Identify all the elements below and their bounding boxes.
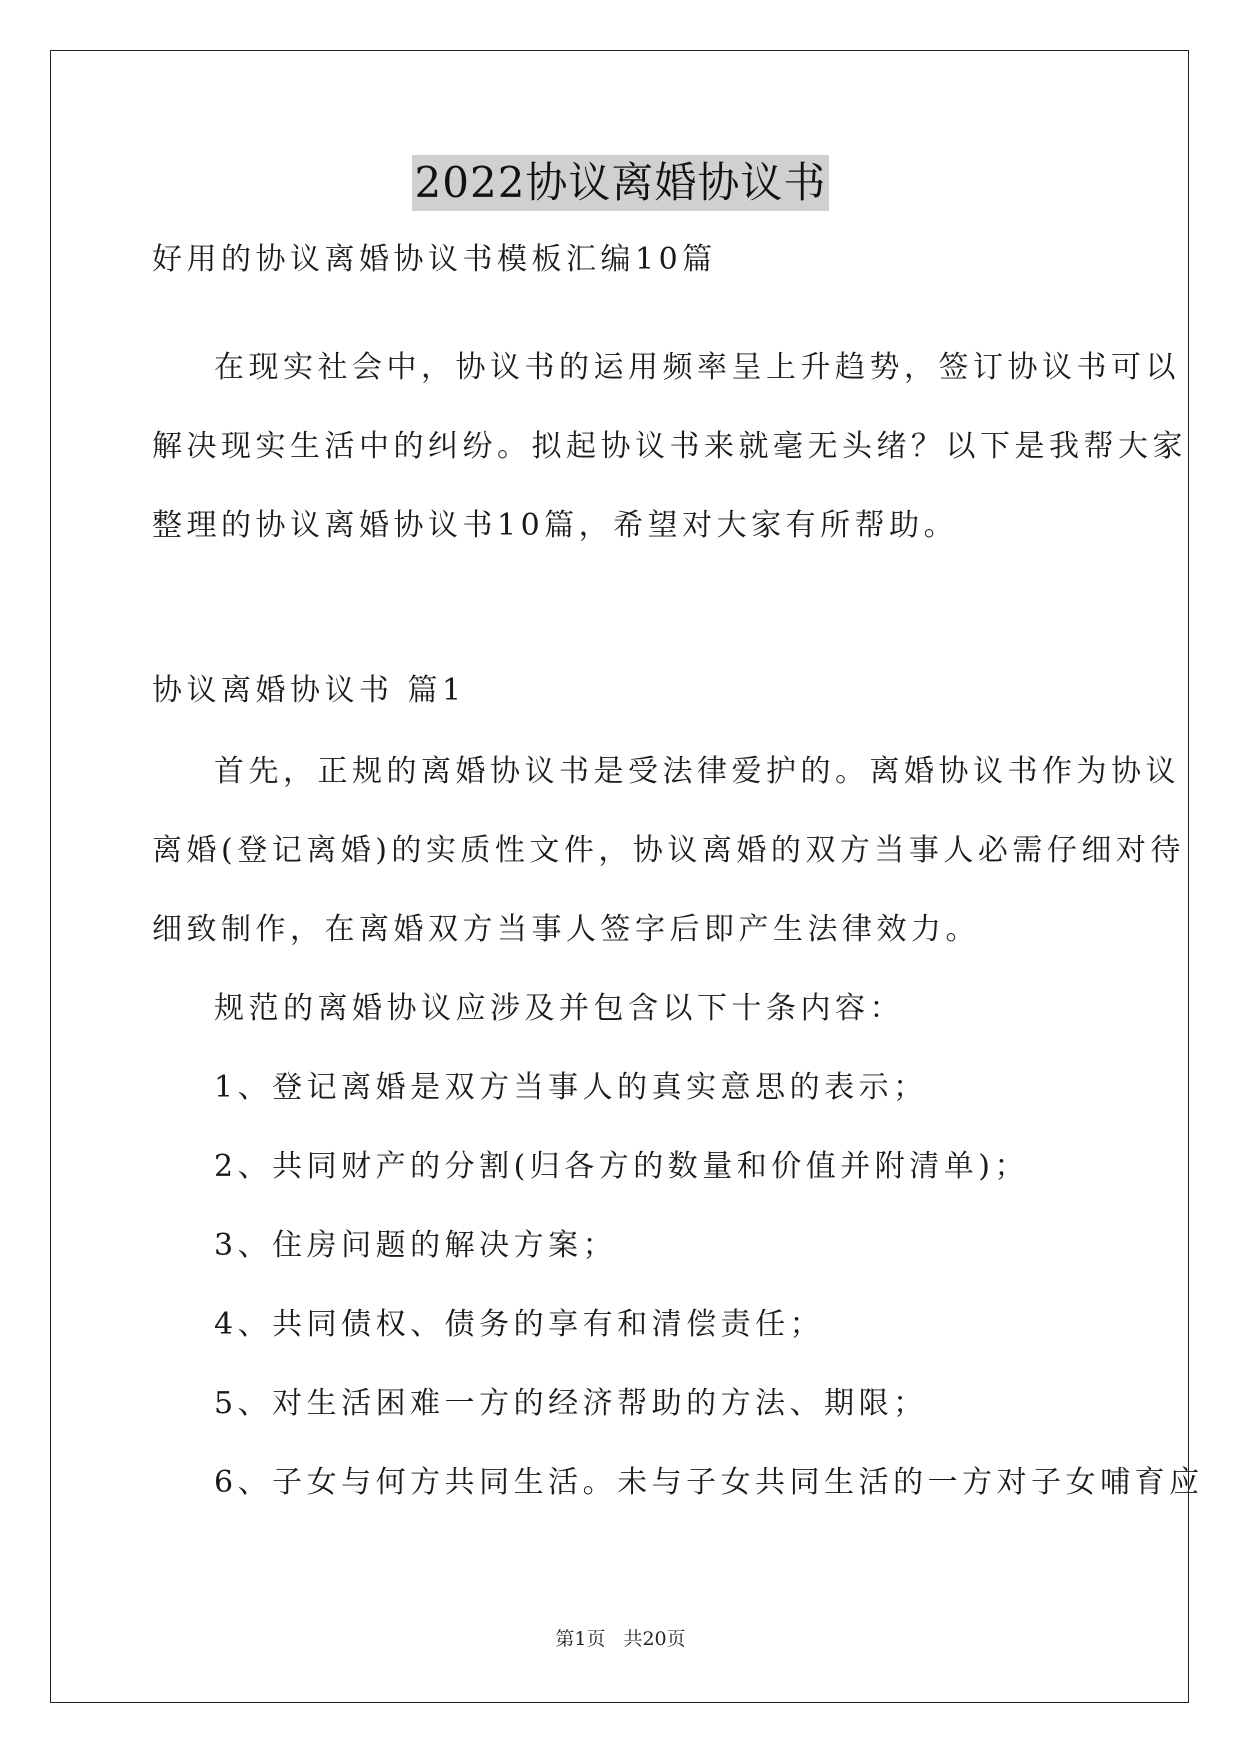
page-total: 共20页: [623, 1628, 686, 1650]
list-item: 2、共同财产的分割(归各方的数量和价值并附清单)；: [214, 1149, 1029, 1184]
list-item: 5、对生活困难一方的经济帮助的方法、期限；: [214, 1386, 928, 1421]
list-item: 4、共同债权、债务的享有和清偿责任；: [214, 1307, 825, 1342]
page-border: [50, 50, 1204, 1703]
document-title: 2022协议离婚协议书: [412, 155, 830, 211]
page-footer: [0, 1627, 1241, 1651]
page-number: 第1页: [555, 1628, 606, 1650]
body-line: 首先，正规的离婚协议书是受法律爱护的。离婚协议书作为协议: [214, 754, 1180, 789]
section-heading: 协议离婚协议书 篇1: [152, 673, 466, 708]
intro-line: 解决现实生活中的纠纷。拟起协议书来就毫无头绪？以下是我帮大家: [152, 429, 1187, 464]
document-subtitle: 好用的协议离婚协议书模板汇编10篇: [152, 242, 717, 277]
title-container: [0, 155, 1241, 211]
body-line: 规范的离婚协议应涉及并包含以下十条内容：: [214, 991, 904, 1026]
list-item: 6、子女与何方共同生活。未与子女共同生活的一方对子女哺育应: [214, 1465, 1204, 1500]
body-line: 离婚(登记离婚)的实质性文件，协议离婚的双方当事人必需仔细对待: [152, 833, 1185, 868]
intro-line: 整理的协议离婚协议书10篇，希望对大家有所帮助。: [152, 508, 959, 543]
list-item: 3、住房问题的解决方案；: [214, 1228, 618, 1263]
list-item: 1、登记离婚是双方当事人的真实意思的表示；: [214, 1070, 928, 1105]
body-line: 细致制作，在离婚双方当事人签字后即产生法律效力。: [152, 912, 980, 947]
intro-line: 在现实社会中，协议书的运用频率呈上升趋势，签订协议书可以: [214, 350, 1180, 385]
